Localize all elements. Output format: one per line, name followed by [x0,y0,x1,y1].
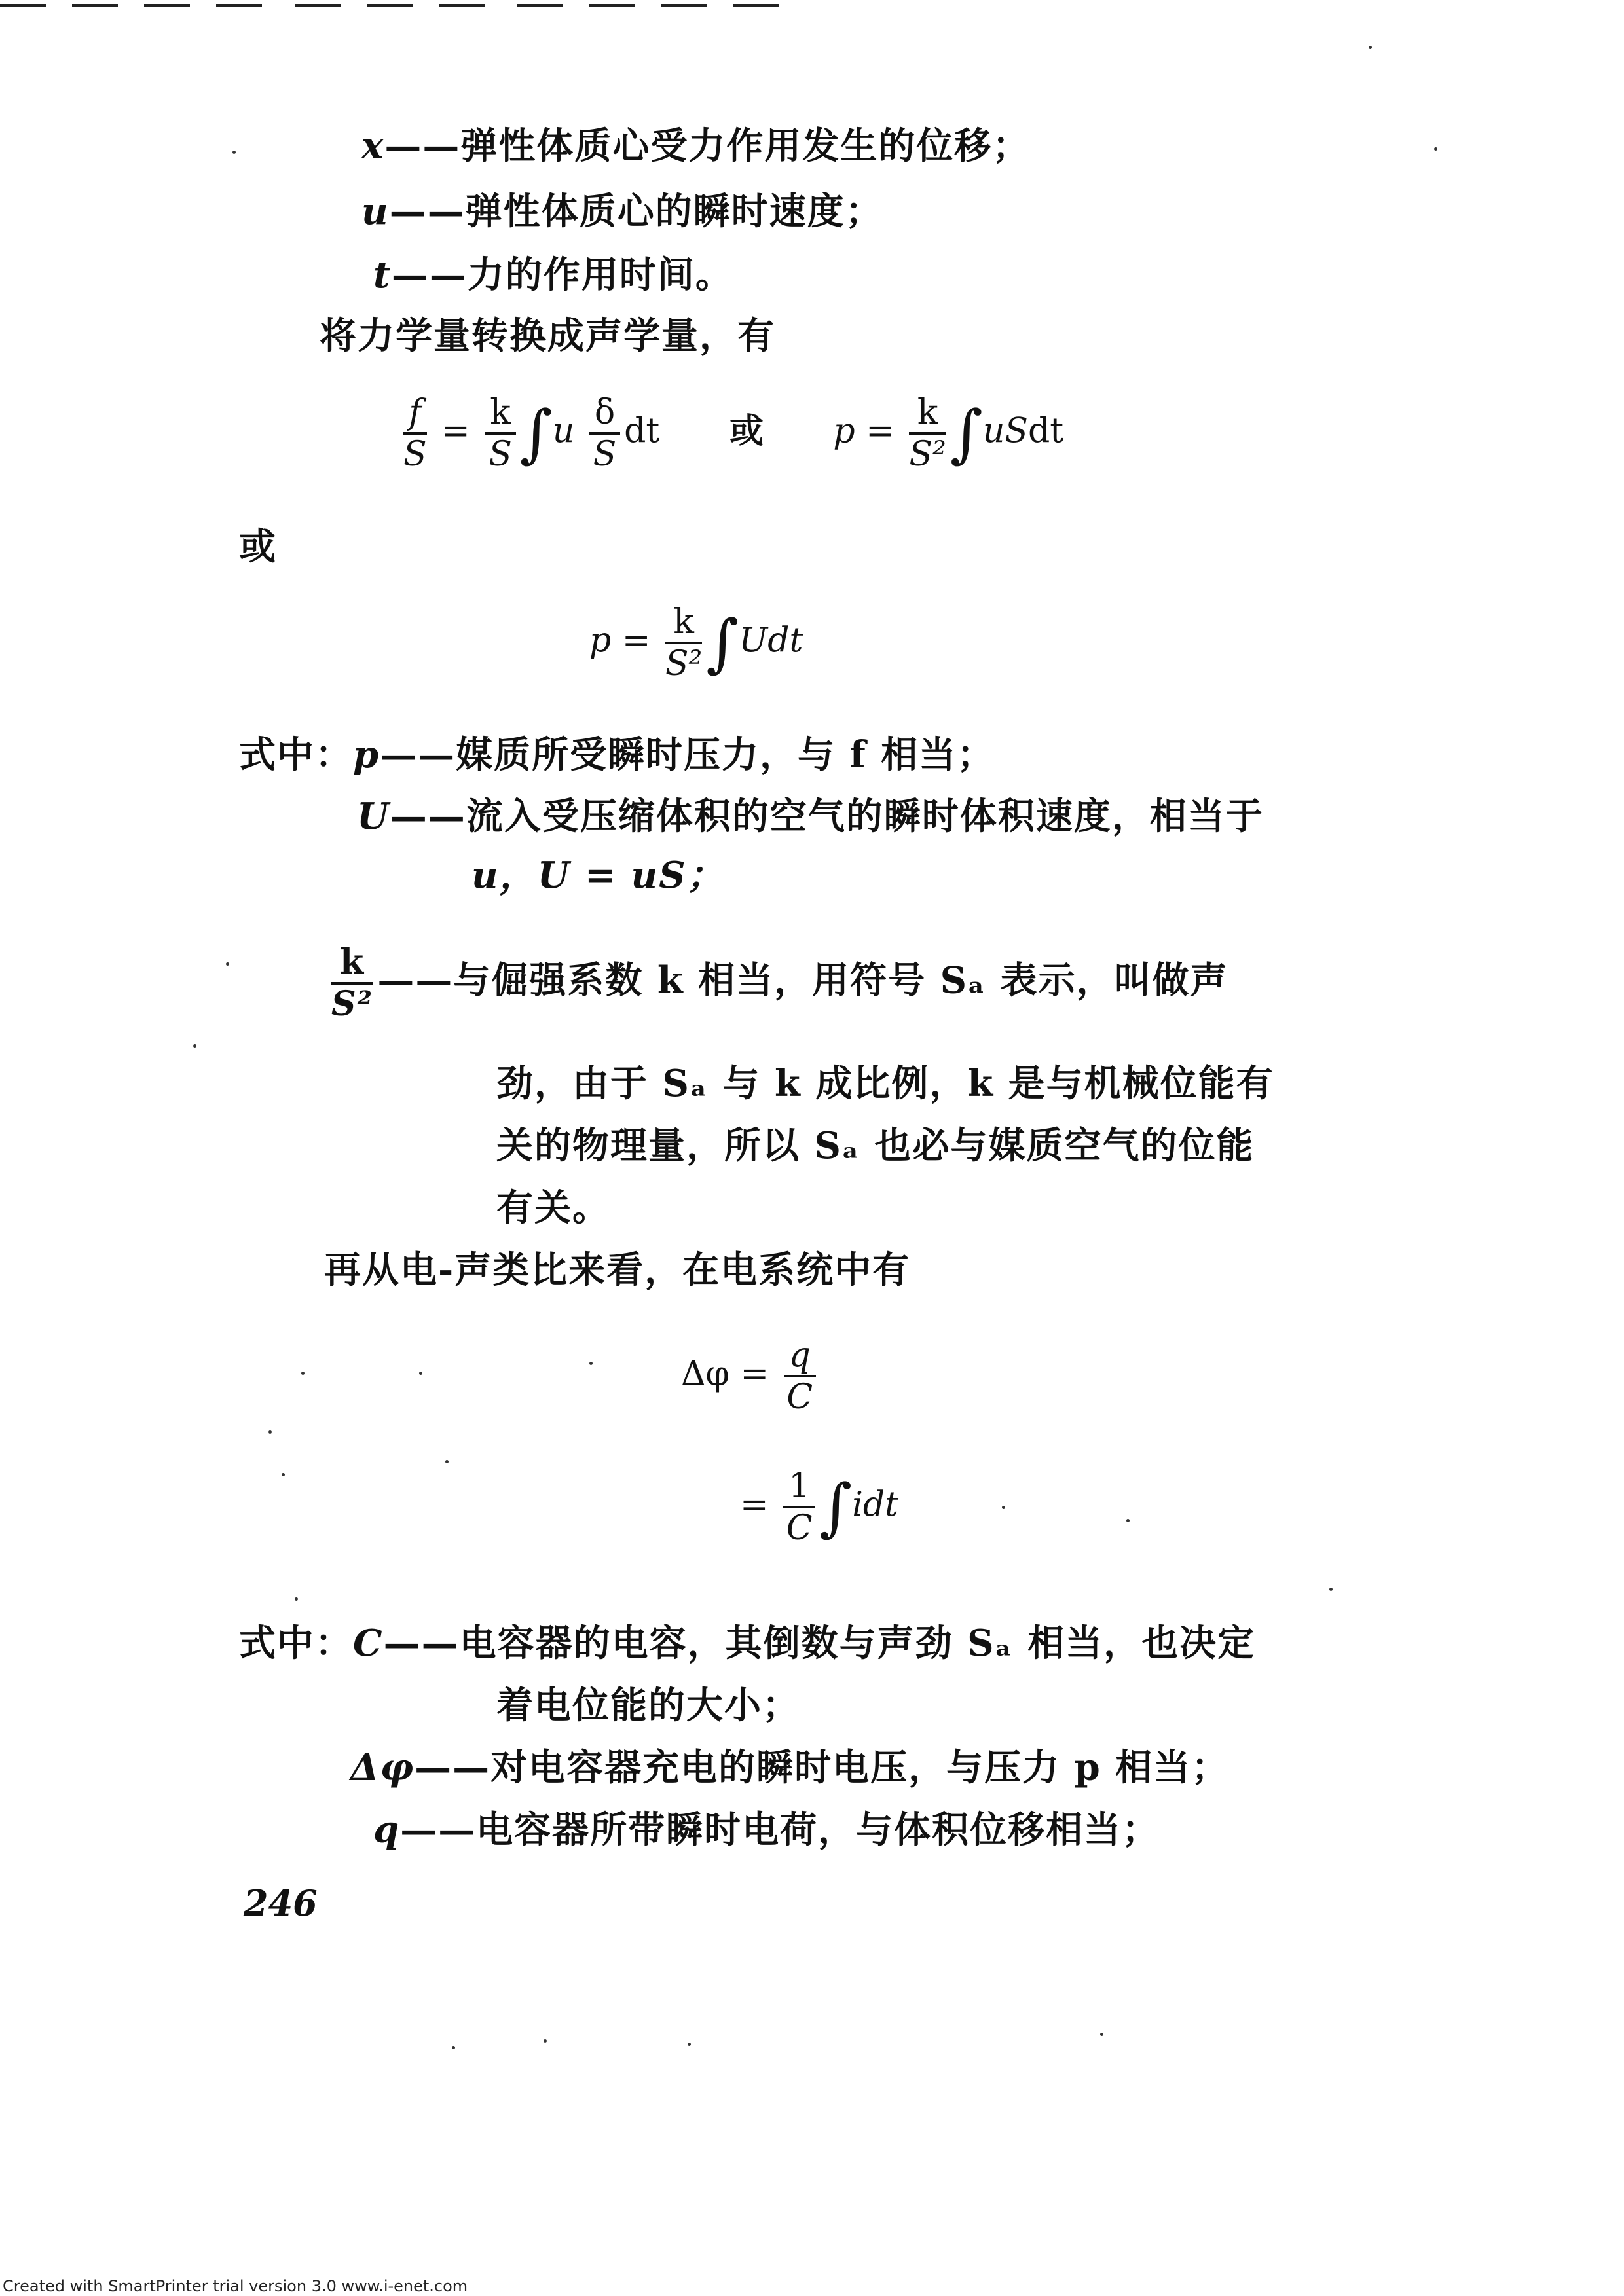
where-k-S2: $\frac{k}{\text{S²}}$ ——与倔强系数 k 相当，用符号 Sₐ 表示，叫做声 [331,942,1228,1024]
definition-x: x——弹性体质心受力作用发生的位移； [361,124,1031,168]
equation-2: p = $\frac{k}{\text{S²}}$ ∫Udt [589,602,803,683]
where-C: 式中：C——电容器的电容，其倒数与声劲 Sₐ 相当，也决定 [239,1622,1256,1665]
stiffness-line-1: 劲，由于 Sₐ 与 k 成比例，k 是与机械位能有 [496,1062,1274,1105]
where-U-cont: u，U = uS； [471,854,725,897]
equation-3a: Δφ = $\frac{q}{C}$ [681,1336,820,1417]
stiffness-line-2: 关的物理量，所以 Sₐ 也必与媒质空气的位能 [496,1124,1255,1167]
or-word: 或 [239,525,277,568]
footer-watermark: Created with SmartPrinter trial version 3.0 www.i-enet.com [3,2277,468,2295]
top-dashed-rule [0,4,786,8]
where-p: 式中：p——媒质所受瞬时压力，与 f 相当； [239,733,995,776]
definition-u: u——弹性体质心的瞬时速度； [361,190,883,233]
definition-t: t——力的作用时间。 [373,253,733,297]
equation-1: $\frac{f}{S}$ = $\frac{k}{S}$ ∫u $\frac{\delta}{S}$ dt 或 p = $\frac{k}{\text{S²}}$ ∫uSdt [403,393,1064,474]
where-q: q——电容器所带瞬时电荷，与体积位移相当； [373,1808,1160,1851]
stiffness-line-3: 有关。 [496,1186,610,1230]
page-number: 246 [244,1882,318,1924]
paragraph-convert: 将力学量转换成声学量，有 [320,314,775,357]
paragraph-electro: 再从电-声类比来看，在电系统中有 [324,1248,911,1292]
where-C-cont: 着电位能的大小； [496,1684,800,1727]
equation-3b: = $\frac{1}{C}$ ∫idt [740,1467,899,1548]
where-dphi: Δφ——对电容器充电的瞬时电压，与压力 p 相当； [350,1746,1230,1789]
where-U: U——流入受压缩体积的空气的瞬时体积速度，相当于 [357,795,1264,838]
